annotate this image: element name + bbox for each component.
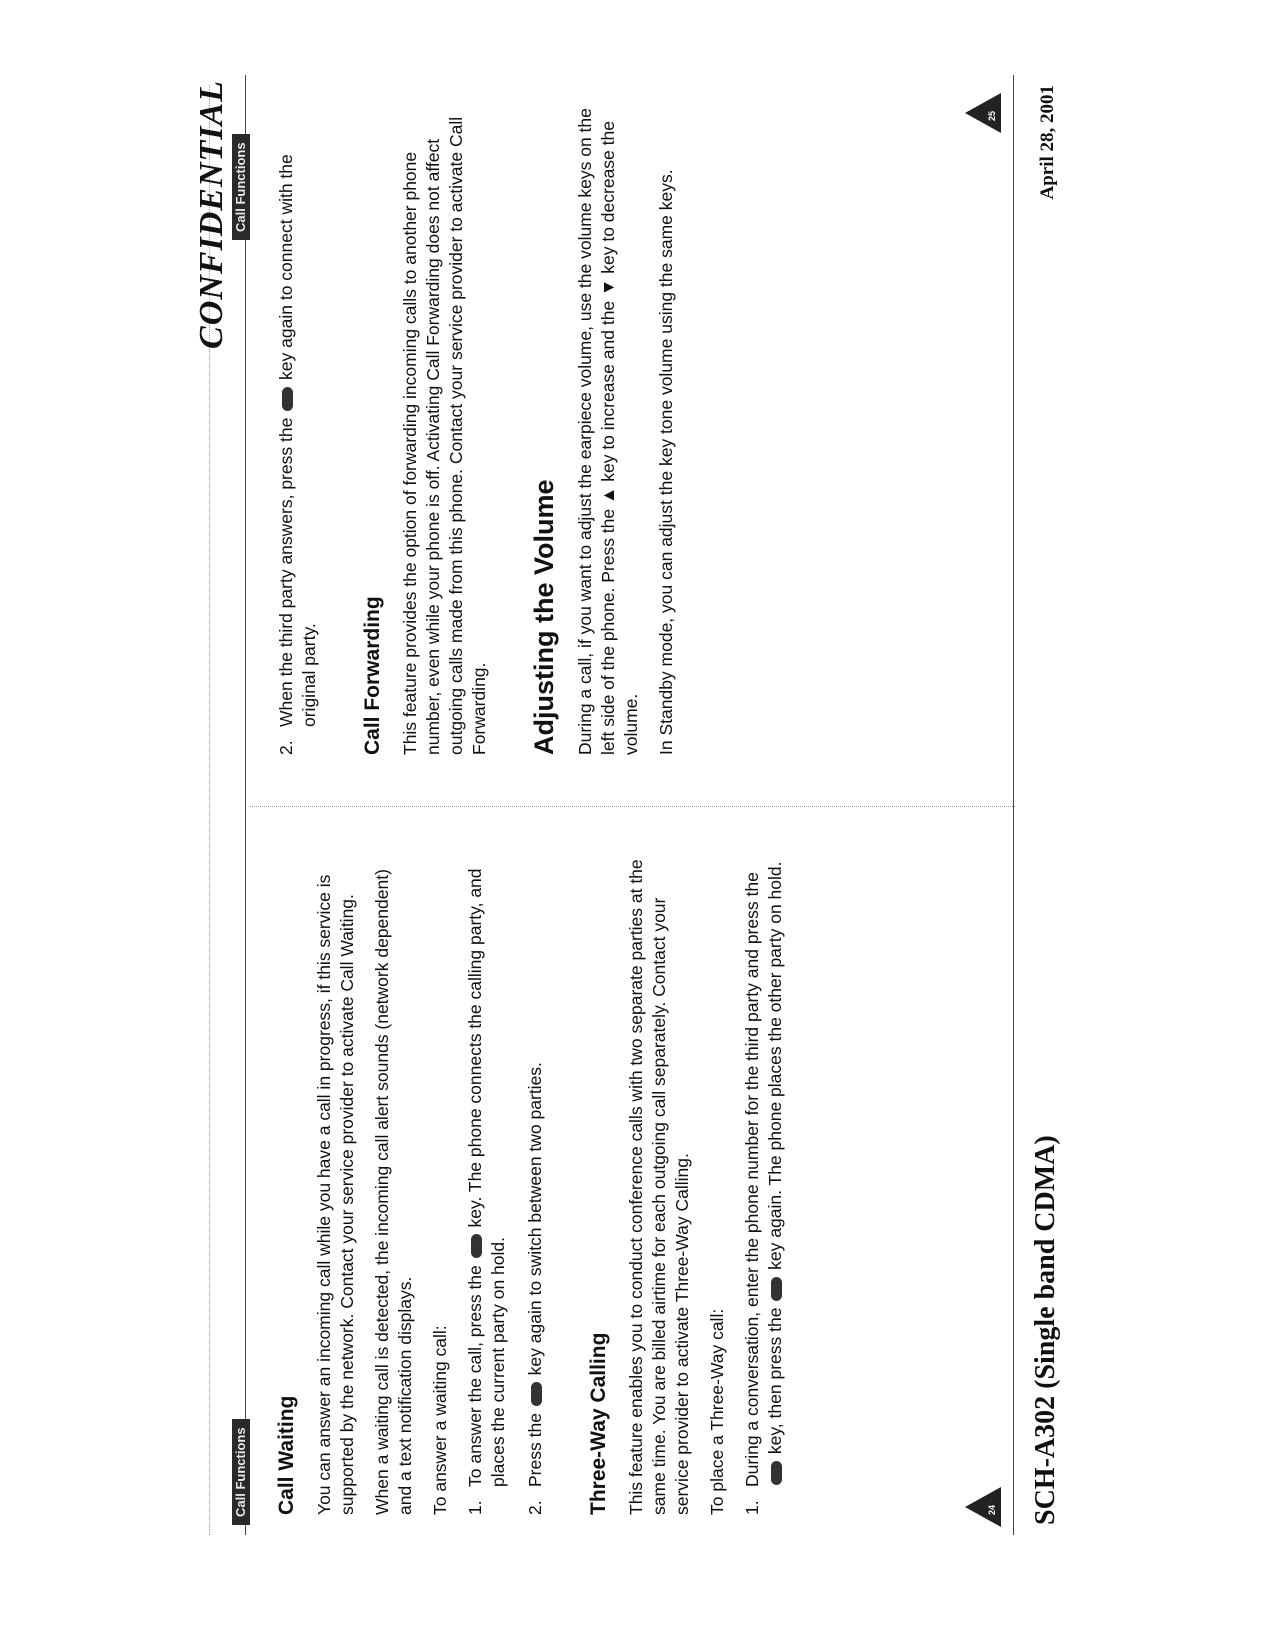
- confidential-mark: CONFIDENTIAL: [193, 80, 230, 349]
- step-text-a: When the third party answers, press the: [276, 417, 296, 727]
- send-key-icon: [471, 1234, 482, 1258]
- footer-date: April 28, 2001: [1037, 85, 1058, 200]
- footer-rule: [1013, 75, 1014, 1535]
- header-rule: [245, 75, 246, 1535]
- step-number: 2.: [525, 1500, 545, 1515]
- volume-up-icon: ▲: [598, 486, 618, 504]
- call-waiting-answer-intro: To answer a waiting call:: [430, 1325, 450, 1515]
- step-text: [464, 855, 510, 1487]
- call-waiting-alert: When a waiting call is detected, the incoming call alert sounds (network dependent) and a text notification displays.: [372, 869, 415, 1515]
- step-text: [524, 1062, 547, 1487]
- page-number-right: 25: [987, 110, 997, 121]
- three-way-step-2: [275, 95, 321, 755]
- three-way-place-intro: To place a Three-Way call:: [707, 1308, 727, 1515]
- step-text-b: key again to switch between two parties.: [525, 1062, 545, 1376]
- send-key-icon: [282, 387, 293, 411]
- step-text-a: During a conversation, enter the phone number for the third party and press the: [742, 872, 762, 1487]
- page-number-left: 24: [987, 1504, 997, 1515]
- three-way-heading: Three-Way Calling: [587, 1332, 610, 1515]
- send-key-icon: [771, 1277, 782, 1301]
- step-text-b: key again to connect with the original party.: [276, 154, 319, 727]
- step-number: 2.: [276, 740, 296, 755]
- send-key-icon: [771, 1461, 782, 1485]
- call-waiting-step-1: [464, 855, 510, 1515]
- step-text-b: key, then press the: [765, 1307, 785, 1455]
- volume-text-1: [574, 95, 643, 755]
- footer-model: SCH-A302 (Single band CDMA): [1030, 1135, 1061, 1525]
- step-text: [275, 95, 321, 727]
- call-waiting-heading: Call Waiting: [275, 1395, 298, 1515]
- column-divider: [250, 806, 1015, 807]
- step-text: [741, 855, 787, 1487]
- three-way-step-1: [741, 855, 787, 1515]
- volume-text-a: During a call, if you want to adjust the earpiece volume, use the volume keys on the left side of the phone. Press the: [575, 108, 618, 755]
- call-forwarding-heading: Call Forwarding: [361, 596, 384, 755]
- three-way-intro: This feature enables you to conduct conference calls with two separate parties at the same time. You are billed airtime for each outgoing call separately. Contact your service provider to activate Three-Way Calling.: [626, 859, 692, 1515]
- volume-down-icon: ▼: [598, 278, 618, 296]
- step-text-b: key. The phone connects the calling party, and places the current party on hold.: [465, 868, 508, 1487]
- step-text-a: Press the: [525, 1413, 545, 1487]
- volume-text-b: key to increase and the: [598, 300, 618, 482]
- step-text-a: To answer the call, press the: [465, 1265, 485, 1487]
- step-number: 1.: [742, 1500, 762, 1515]
- left-column: [275, 855, 801, 1515]
- call-waiting-intro: You can answer an incoming call while you have a call in progress, if this service is supported by the network. Contact your service provider to activate Call Waiting.: [314, 874, 357, 1515]
- call-waiting-step-2: [524, 855, 547, 1515]
- send-key-icon: [531, 1382, 542, 1406]
- step-text-c: key again. The phone places the other party on hold.: [765, 861, 785, 1270]
- section-tab-right: Call Functions: [232, 134, 250, 240]
- step-number: 1.: [465, 1500, 485, 1515]
- section-tab-left: Call Functions: [232, 1419, 250, 1525]
- volume-text-2: In Standby mode, you can adjust the key tone volume using the same keys.: [656, 169, 676, 755]
- volume-text-c: key to decrease the volume.: [598, 121, 641, 755]
- right-column: [275, 95, 690, 755]
- call-forwarding-text: This feature provides the option of forwarding incoming calls to another phone number, even while your phone is off. Activating Call Forwarding does not affect outgoing calls made from this phone. Contact your service provider to activate Call Forwarding.: [400, 116, 489, 755]
- volume-heading: Adjusting the Volume: [529, 479, 559, 755]
- rotated-page: [175, 75, 1175, 1535]
